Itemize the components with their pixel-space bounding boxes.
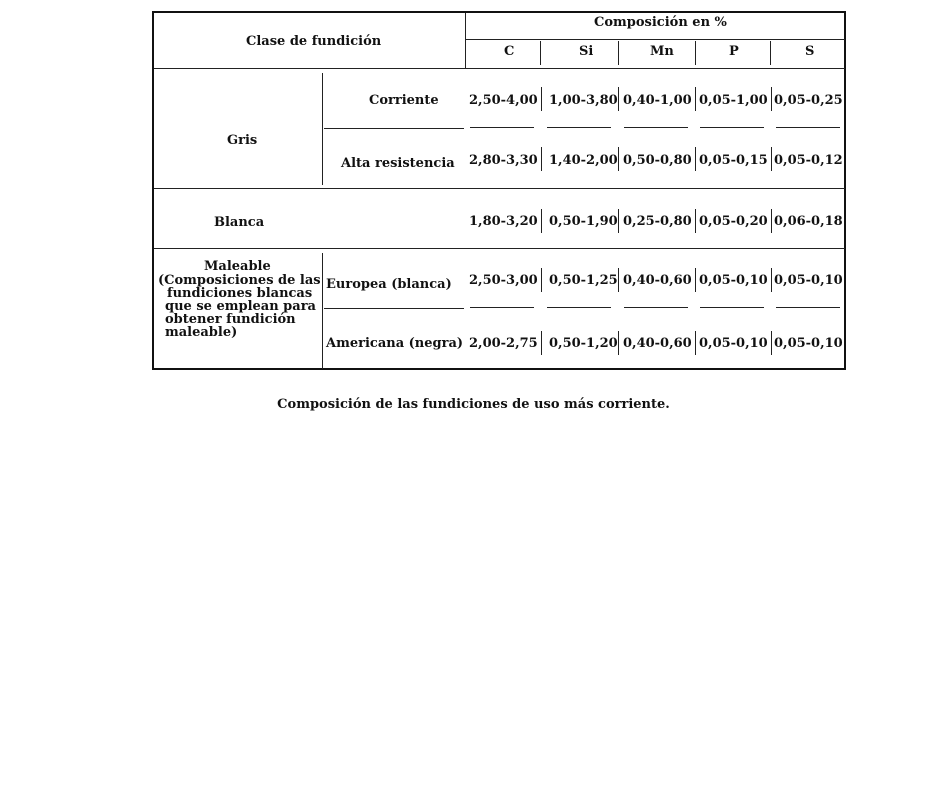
- rule-col-mark: [618, 331, 619, 355]
- cell-value: 0,05-0,20: [699, 214, 768, 229]
- rule-cell: [547, 307, 611, 308]
- rule-cell: [547, 127, 611, 128]
- maleable-title: Maleable: [204, 259, 271, 274]
- cell-value: 0,50-1,20: [549, 336, 618, 351]
- maleable-note-line: fundiciones blancas: [167, 286, 313, 301]
- header-element-c: C: [504, 44, 515, 59]
- cell-value: 0,05-0,10: [699, 336, 768, 351]
- cell-value: 1,00-3,80: [549, 93, 618, 108]
- rule-col: [540, 41, 541, 65]
- rule-col-mark: [695, 331, 696, 355]
- header-element-p: P: [729, 44, 739, 59]
- header-class-label: Clase de fundición: [246, 34, 382, 49]
- maleable-note-line: obtener fundición: [165, 312, 296, 327]
- cell-value: 0,05-0,12: [774, 153, 843, 168]
- cell-value: 1,40-2,00: [549, 153, 618, 168]
- maleable-note-line: maleable): [165, 325, 238, 340]
- cell-value: 2,00-2,75: [469, 336, 538, 351]
- rule-cell: [776, 127, 840, 128]
- cell-value: 2,50-4,00: [469, 93, 538, 108]
- rule-col-mark: [695, 209, 696, 233]
- rule-col-mark: [541, 87, 542, 111]
- rule-col: [618, 41, 619, 65]
- cell-value: 0,40-0,60: [623, 336, 692, 351]
- cell-value: 0,25-0,80: [623, 214, 692, 229]
- cell-value: 0,40-0,60: [623, 273, 692, 288]
- rule-col-mark: [771, 147, 772, 171]
- group-blanca-label: Blanca: [214, 215, 265, 230]
- rule-cell: [624, 307, 688, 308]
- rule-col-mark: [618, 268, 619, 292]
- cell-value: 0,05-0,10: [699, 273, 768, 288]
- rule-cell: [700, 127, 764, 128]
- rule-group-sep: [154, 188, 845, 189]
- rule-cell: [700, 307, 764, 308]
- cell-value: 0,05-0,10: [774, 336, 843, 351]
- rule-col-mark: [541, 268, 542, 292]
- rule-header-bottom: [154, 68, 845, 69]
- subclass-americana: Americana (negra): [326, 336, 464, 351]
- subclass-corriente: Corriente: [369, 93, 439, 108]
- cell-value: 0,50-1,90: [549, 214, 618, 229]
- rule-header-divider: [465, 13, 466, 68]
- rule-gris-divider: [322, 73, 323, 185]
- table-caption: Composición de las fundiciones de uso más corriente.: [277, 397, 670, 412]
- maleable-note-line: (Composiciones de las: [158, 273, 321, 288]
- rule-col-mark: [771, 331, 772, 355]
- group-maleable-label: [158, 260, 323, 339]
- cell-value: 1,80-3,20: [469, 214, 538, 229]
- cell-value: 0,05-0,25: [774, 93, 843, 108]
- rule-col-mark: [541, 209, 542, 233]
- rule-col: [695, 41, 696, 65]
- rule-cell: [470, 127, 534, 128]
- maleable-note-line: que se emplean para: [165, 299, 316, 314]
- group-gris-label: Gris: [227, 133, 258, 148]
- cell-value: 0,06-0,18: [774, 214, 843, 229]
- rule-col-mark: [771, 87, 772, 111]
- rule-col-mark: [695, 87, 696, 111]
- rule-col-mark: [695, 268, 696, 292]
- rule-col-mark: [771, 268, 772, 292]
- cell-value: 0,05-0,15: [699, 153, 768, 168]
- cell-value: 0,05-1,00: [699, 93, 768, 108]
- rule-cell: [470, 307, 534, 308]
- rule-col-mark: [541, 147, 542, 171]
- rule-col-mark: [618, 209, 619, 233]
- cell-value: 2,50-3,00: [469, 273, 538, 288]
- rule-maleable-divider: [322, 253, 323, 369]
- rule-col-mark: [618, 87, 619, 111]
- header-composition-label: Composición en %: [594, 15, 727, 30]
- cell-value: 2,80-3,30: [469, 153, 538, 168]
- cell-value: 0,05-0,10: [774, 273, 843, 288]
- composition-table: [152, 11, 846, 370]
- subclass-europea: Europea (blanca): [326, 277, 452, 292]
- header-element-mn: Mn: [650, 44, 674, 59]
- rule-col-mark: [618, 147, 619, 171]
- header-element-si: Si: [579, 44, 594, 59]
- rule-maleable-subrow: [324, 308, 464, 309]
- cell-value: 0,50-0,80: [623, 153, 692, 168]
- cell-value: 0,40-1,00: [623, 93, 692, 108]
- rule-col-mark: [695, 147, 696, 171]
- rule-composition-underline: [465, 39, 845, 40]
- rule-gris-subrow: [324, 128, 464, 129]
- subclass-alta-resistencia: Alta resistencia: [341, 156, 455, 171]
- header-element-s: S: [805, 44, 815, 59]
- rule-cell: [624, 127, 688, 128]
- rule-col-mark: [541, 331, 542, 355]
- rule-col-mark: [771, 209, 772, 233]
- cell-value: 0,50-1,25: [549, 273, 618, 288]
- rule-col: [770, 41, 771, 65]
- rule-group-sep: [154, 248, 845, 249]
- rule-cell: [776, 307, 840, 308]
